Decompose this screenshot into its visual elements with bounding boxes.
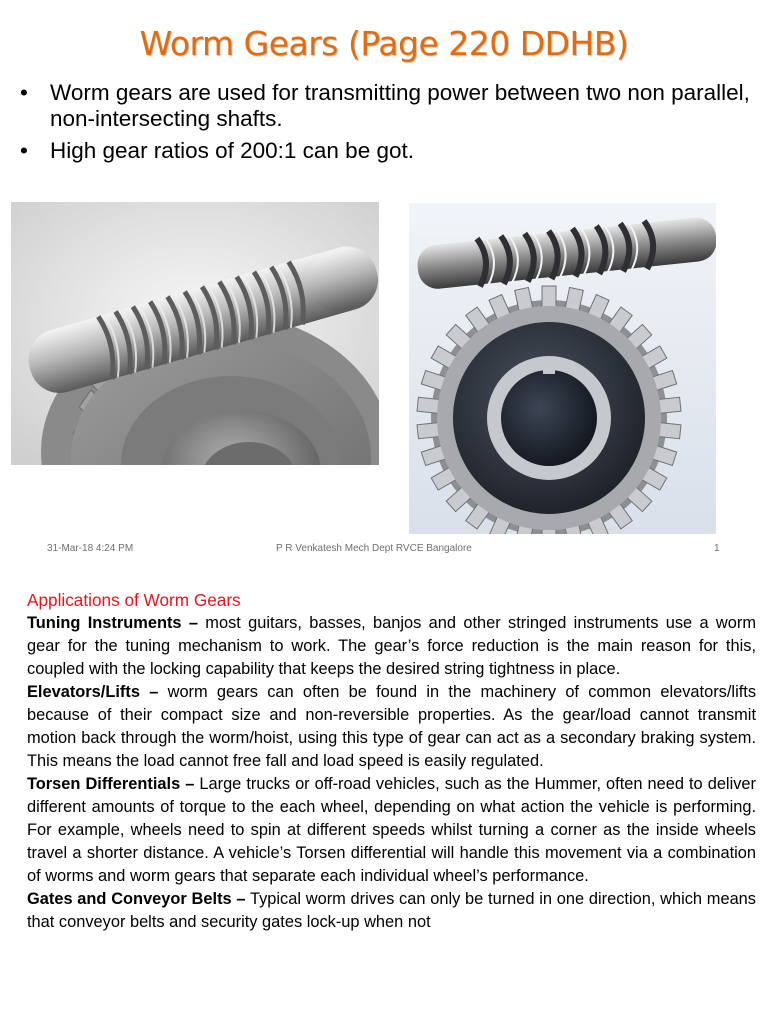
bullet-list [18,80,763,171]
worm-gear-photo-image [409,203,716,534]
bullet-item [18,138,763,164]
bullet-item [18,80,763,131]
applications-heading: Applications of Worm Gears [27,590,241,610]
footer-date: 31-Mar-18 4:24 PM [47,543,134,554]
application-term: Elevators/Lifts – [27,683,159,701]
worm-gear-render-image [11,202,379,465]
footer-author: P R Venkatesh Mech Dept RVCE Bangalore [276,543,472,554]
application-term: Tuning Instruments – [27,614,198,632]
application-term: Torsen Differentials – [27,775,195,793]
application-paragraph [27,888,756,934]
bullet-text: Worm gears are used for transmitting power between two non parallel, non-intersecting shafts. [50,80,750,131]
applications-section [27,589,756,934]
bullet-marker: • [20,80,28,105]
slide-title: Worm Gears (Page 220 DDHB) [139,24,629,63]
application-paragraph [27,773,756,888]
bullet-text: High gear ratios of 200:1 can be got. [50,138,414,163]
application-paragraph [27,612,756,681]
footer-page-number: 1 [714,543,720,554]
application-paragraph [27,681,756,773]
bullet-marker: • [20,138,28,163]
application-text: Typical worm drives can only be turned in one direction, which means that conveyor belts and security gates lock-up when not [27,890,756,931]
application-text: worm gears can often be found in the machinery of common elevators/lifts because of their compact size and non-reversible properties. As the gear/load cannot transmit motion back through the worm/hoist, using this type of gear can act as a secondary braking system. This means the load cannot free fall and load speed is easily regulated. [27,683,757,770]
application-text: Large trucks or off-road vehicles, such as the Hummer, often need to deliver different amounts of torque to the each wheel, depending on what action the vehicle is performing. For example, wheels need to spin at different speeds whilst turning a corner as the inside wheels travel a shorter distance. A vehicle’s Torsen differential will handle this movement via a combination of worms and worm gears that separate each individual wheel’s performance. [27,775,756,885]
application-text: most guitars, basses, banjos and other stringed instruments use a worm gear for the tuning mechanism to work. The gear’s force reduction is the main reason for this, coupled with the locking capability that keeps the desired string tightness in place. [27,614,756,678]
application-term: Gates and Conveyor Belts – [27,890,246,908]
